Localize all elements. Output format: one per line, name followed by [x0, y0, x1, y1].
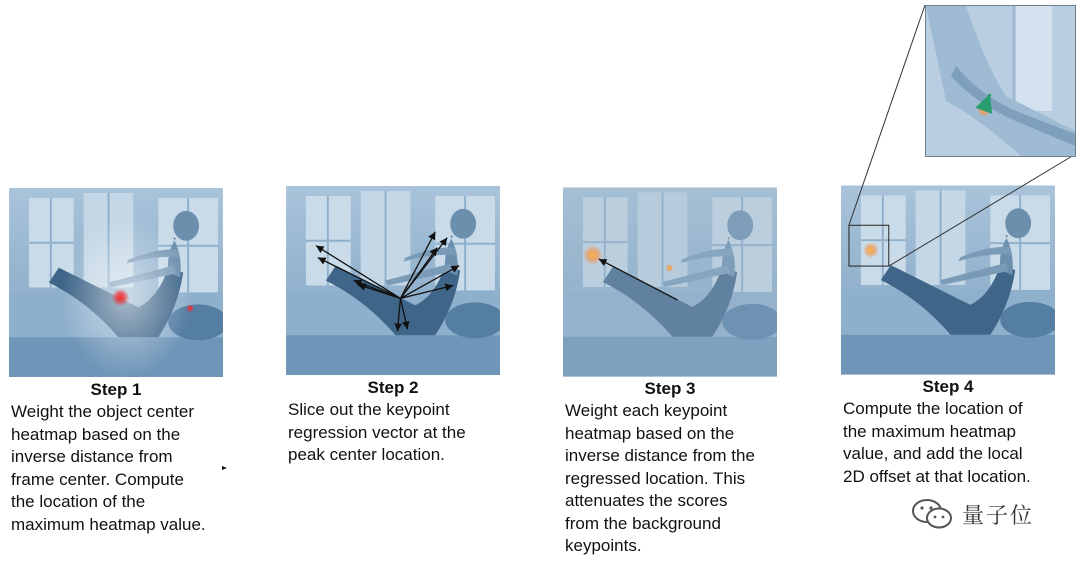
- step-2-description: Slice out the keypoint regression vector at the peak center location.: [288, 400, 466, 464]
- step-4-description: Compute the location of the maximum heatmap value, and add the local 2D offset at that location.: [843, 399, 1031, 486]
- step-1-description: Weight the object center heatmap based on the inverse distance from frame center. Compute the location of the maximum heatmap value.: [11, 402, 206, 534]
- step-3-title: Step 3: [644, 379, 696, 398]
- step-4-title: Step 4: [922, 377, 974, 396]
- wechat-icon: [910, 497, 956, 531]
- step-1-title: Step 1: [90, 380, 142, 399]
- watermark-text: 量子位: [962, 502, 1035, 528]
- step-3-description: Weight each keypoint heatmap based on the inverse distance from the regressed location. This attenuates the scores from the background keypoints.: [565, 401, 755, 555]
- zoom-inset: [925, 5, 1076, 157]
- step-2-title: Step 2: [367, 378, 419, 397]
- watermark: [910, 497, 1034, 531]
